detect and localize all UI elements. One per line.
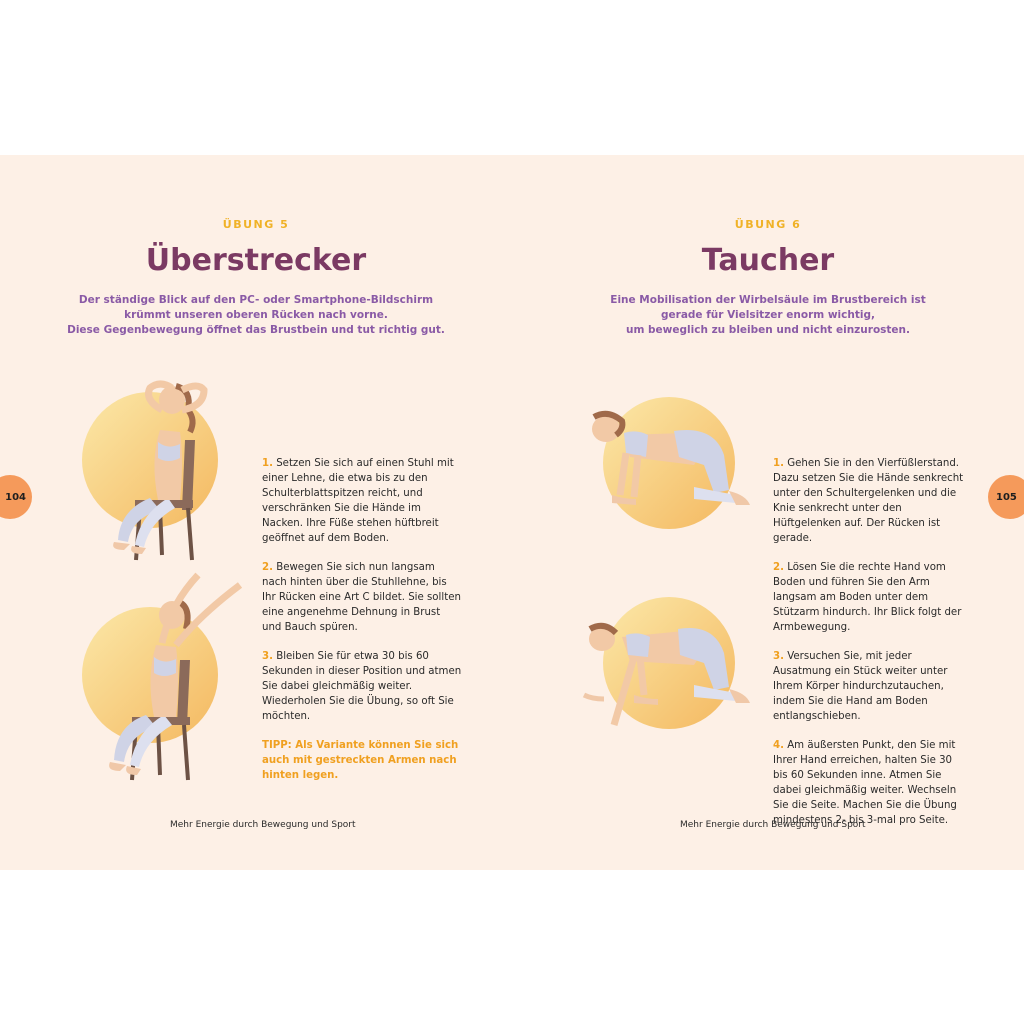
step-text: Am äußersten Punkt, den Sie mit Ihrer Hand erreichen, halten Sie 30 bis 60 Sekunden inne. Atmen Sie dabei gleichmäßig weiter. Wechseln Sie die Seite. Machen Sie die Übung mindestens 2- bis 3-mal pro Seite. [773, 740, 957, 826]
instruction-step [773, 650, 969, 725]
page-footer: Mehr Energie durch Bewegung und Sport [170, 820, 356, 830]
instruction-step [773, 561, 969, 636]
step-number: 2. [262, 562, 273, 574]
exercise-title: Überstrecker [145, 243, 367, 278]
book-spread [0, 155, 1024, 870]
exercise-kicker: ÜBUNG 5 [222, 218, 290, 231]
woman-all-fours-position-illustration [564, 395, 754, 535]
intro-line: Der ständige Blick auf den PC- oder Smartphone-Bildschirm [78, 294, 434, 306]
exercise-kicker: ÜBUNG 6 [734, 218, 802, 231]
woman-threading-arm-under-body-illustration [574, 595, 764, 755]
exercise-intro [0, 293, 512, 338]
page-footer: Mehr Energie durch Bewegung und Sport [680, 820, 866, 830]
instruction-step [773, 739, 969, 828]
intro-line: um beweglich zu bleiben und nicht einzurosten. [625, 324, 911, 336]
woman-seated-chair-hands-behind-neck-illustration [80, 360, 240, 570]
step-number: 1. [773, 458, 784, 469]
tip-text: TIPP: Als Variante können Sie sich auch mit gestreckten Armen nach hinten legen. [262, 740, 459, 782]
intro-line: Eine Mobilisation der Wirbelsäule im Brustbereich ist [610, 294, 926, 306]
step-text: Gehen Sie in den Vierfüßlerstand. Dazu setzen Sie die Hände senkrecht unter den Schultergelenken und die Knie senkrecht unter den Hüftgelenken auf. Der Rücken ist gerade. [773, 458, 964, 544]
exercise-intro [512, 293, 1024, 338]
step-number: 2. [773, 562, 784, 574]
step-text: Bleiben Sie für etwa 30 bis 60 Sekunden in dieser Position und atmen Sie dabei gleichmäßig weiter. Wiederholen Sie die Übung, so oft Sie möchten. [262, 651, 462, 722]
woman-seated-chair-arms-extended-back-illustration [80, 565, 250, 795]
page-number: 104 [5, 491, 26, 503]
step-text: Lösen Sie die rechte Hand vom Boden und führen Sie den Arm langsam am Boden unter dem Stützarm hindurch. Ihr Blick folgt der Armbewegung. [773, 562, 962, 633]
exercise-title: Taucher [701, 243, 835, 278]
intro-line: Diese Gegenbewegung öffnet das Brustbein und tut richtig gut. [67, 324, 445, 336]
page-number: 105 [996, 491, 1017, 503]
instruction-step [262, 457, 462, 546]
instruction-step [262, 561, 462, 636]
exercise-instructions [773, 457, 969, 843]
step-text: Setzen Sie sich auf einen Stuhl mit einer Lehne, die etwa bis zu den Schulterblattspitzen reicht, und verschränken Sie die Hände im Nacken. Ihre Füße stehen hüftbreit geöffnet auf dem Boden. [262, 458, 454, 544]
step-number: 3. [773, 651, 784, 663]
page-number-tab-right [988, 475, 1024, 519]
step-number: 4. [773, 740, 784, 752]
instruction-step [262, 650, 462, 725]
exercise-instructions [262, 457, 462, 799]
left-page [0, 155, 512, 870]
right-page [512, 155, 1024, 870]
step-text: Versuchen Sie, mit jeder Ausatmung ein Stück weiter unter Ihrem Körper hindurchzutauchen, indem Sie die Hand am Boden entlangschieben. [773, 651, 948, 722]
intro-line: gerade für Vielsitzer enorm wichtig, [661, 309, 875, 321]
step-number: 3. [262, 651, 273, 663]
step-text: Bewegen Sie sich nun langsam nach hinten über die Stuhllehne, bis Ihr Rücken eine Art C bildet. Sie sollten eine angenehme Dehnung in Brust und Bauch spüren. [262, 562, 461, 633]
step-number: 1. [262, 458, 273, 469]
intro-line: krümmt unseren oberen Rücken nach vorne. [124, 309, 388, 321]
instruction-step [773, 457, 969, 546]
